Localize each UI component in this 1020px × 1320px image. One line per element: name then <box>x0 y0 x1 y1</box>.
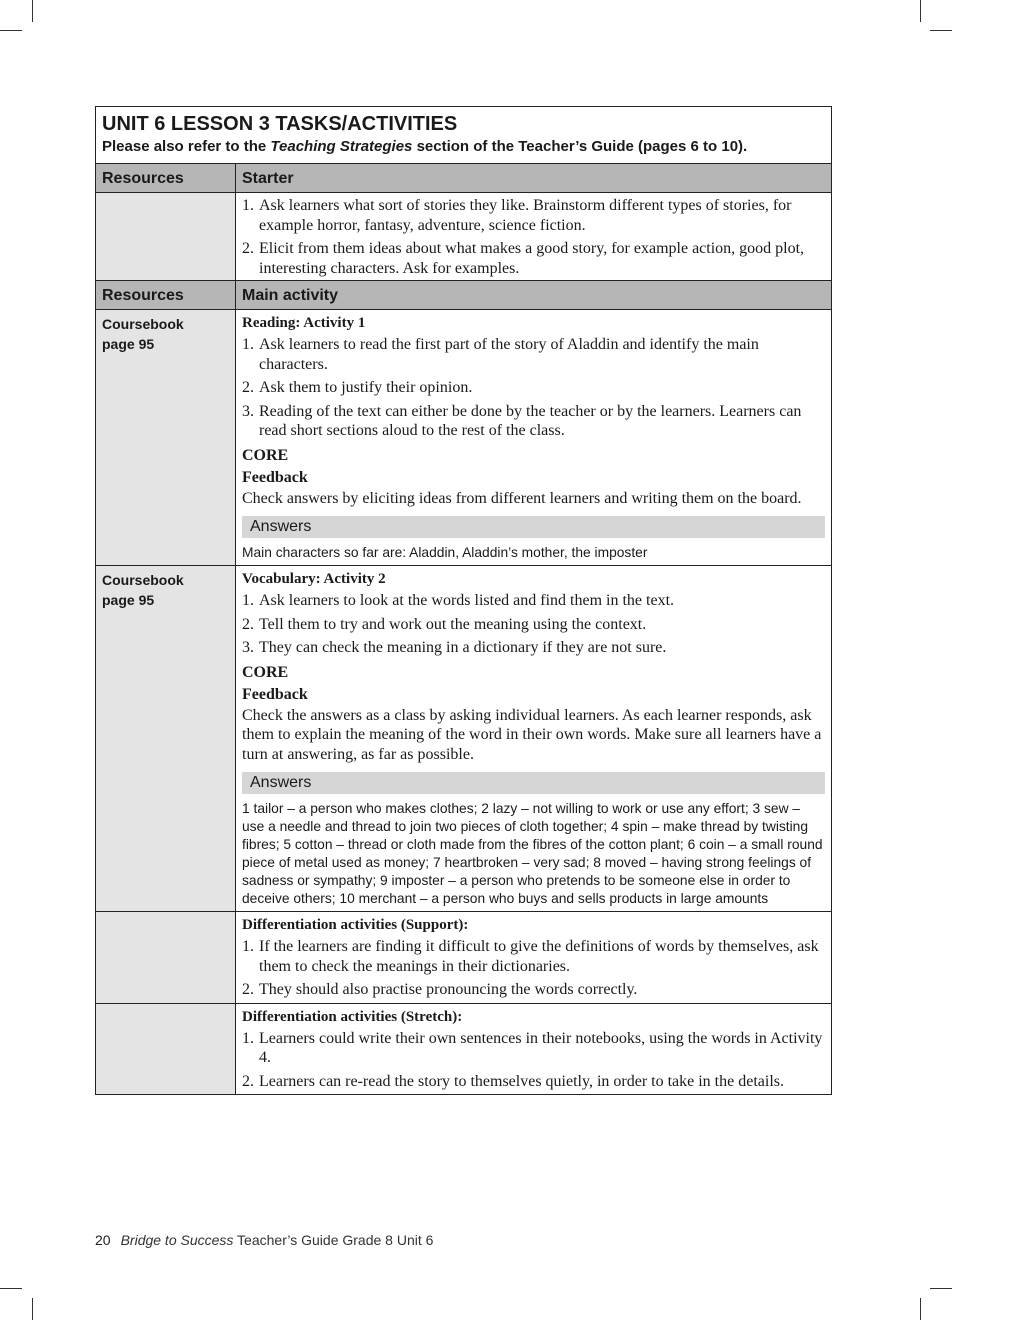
list-item <box>242 980 825 1000</box>
vocabulary-row <box>96 566 831 912</box>
support-content <box>236 912 831 1003</box>
answers-label: Answers <box>242 516 825 538</box>
resource-line: Coursebook <box>102 316 184 332</box>
crop-mark <box>930 30 952 31</box>
answers-text: 1 tailor – a person who makes clothes; 2 lazy – not willing to work or use any effort; 3 sew – use a needle and thread to join two pieces of cloth together; 4 spin – make thread by twisting fibres; 5 cotton – thread or cloth made from the fibres of the cotton plant; 6 coin – a small round piece of metal used as money; 7 heartbroken – very sad; 8 moved – having strong feelings of sadness or sympathy; 9 imposter – a person who pretends to be someone else in order to deceive others; 10 merchant – a person who buys and sells products in large amounts <box>242 801 823 906</box>
resources-header: Resources <box>96 164 236 192</box>
vocabulary-list <box>242 591 825 658</box>
crop-mark <box>920 0 921 22</box>
support-row <box>96 912 831 1004</box>
stretch-title: Differentiation activities (Stretch): <box>242 1008 463 1025</box>
crop-mark <box>0 1288 22 1289</box>
item-number: 1. <box>242 197 254 214</box>
item-text: If the learners are finding it difficult to give the definitions of words by themselves, ask them to check the meanings in their dictionaries. <box>259 938 819 975</box>
series-title: Bridge to Success <box>120 1232 234 1248</box>
crop-mark <box>32 0 33 22</box>
item-text: They can check the meaning in a dictionary if they are not sure. <box>259 639 667 656</box>
item-number: 2. <box>242 981 254 998</box>
item-text: They should also practise pronouncing the words correctly. <box>259 981 638 998</box>
crop-mark <box>930 1288 952 1289</box>
support-title: Differentiation activities (Support): <box>242 917 469 933</box>
main-header-row <box>96 281 831 310</box>
list-item <box>242 615 825 635</box>
answers-text: Main characters so far are: Aladdin, Aladdin’s mother, the imposter <box>242 545 648 560</box>
answers-label: Answers <box>242 772 825 794</box>
stretch-row <box>96 1004 831 1095</box>
subtitle-text-end: section of the Teacher’s Guide (pages 6 to 10). <box>412 138 748 155</box>
resources-header: Resources <box>96 281 236 309</box>
item-text: Learners can re-read the story to themselves quietly, in order to take in the details. <box>259 1072 784 1090</box>
list-item <box>242 1072 825 1092</box>
starter-header: Starter <box>236 164 831 192</box>
list-item <box>242 402 825 441</box>
core-label: CORE <box>242 446 289 464</box>
starter-header-row <box>96 164 831 193</box>
stretch-content <box>236 1004 831 1095</box>
subtitle-text: Please also refer to the <box>102 138 271 155</box>
item-text: Ask learners to look at the words listed and find them in the text. <box>259 592 675 609</box>
feedback-label: Feedback <box>242 685 308 703</box>
resource-line: Coursebook <box>102 572 184 588</box>
item-text: Elicit from them ideas about what makes a good story, for example action, good plot, interesting characters. Ask for examples. <box>259 240 805 277</box>
list-item <box>242 196 825 235</box>
list-item <box>242 638 825 658</box>
item-text: Learners could write their own sentences in their notebooks, using the words in Activity 4. <box>259 1029 823 1066</box>
item-number: 1. <box>242 938 254 955</box>
item-number: 1. <box>242 336 254 353</box>
title-block <box>96 107 831 164</box>
list-item <box>242 335 825 374</box>
vocabulary-content <box>236 566 831 911</box>
reading-title: Reading: Activity 1 <box>242 315 366 331</box>
vocabulary-title: Vocabulary: Activity 2 <box>242 571 386 587</box>
list-item <box>242 1029 825 1068</box>
page-title: UNIT 6 LESSON 3 TASKS/ACTIVITIES <box>102 113 458 135</box>
vocabulary-resources <box>96 566 236 911</box>
list-item <box>242 378 825 398</box>
item-text: Reading of the text can either be done by the teacher or by the learners. Learners can read short sections aloud to the rest of the class. <box>259 402 802 439</box>
feedback-text: Check the answers as a class by asking individual learners. As each learner responds, ask them to explain the meaning of the word in their own words. Make sure all learners have a turn at answering, as far as possible. <box>242 706 822 763</box>
page-subtitle <box>102 137 825 157</box>
item-number: 1. <box>242 592 254 609</box>
item-number: 2. <box>242 379 254 396</box>
page-footer <box>95 1232 433 1248</box>
starter-content <box>236 193 831 280</box>
crop-mark <box>0 30 22 31</box>
core-label: CORE <box>242 663 289 681</box>
reading-content <box>236 310 831 565</box>
resources-cell <box>96 193 236 280</box>
crop-mark <box>32 1298 33 1320</box>
item-number: 3. <box>242 639 254 656</box>
list-item <box>242 591 825 611</box>
page-number: 20 <box>95 1232 111 1248</box>
item-number: 1. <box>242 1029 254 1047</box>
list-item <box>242 937 825 976</box>
subtitle-italic: Teaching Strategies <box>270 138 413 155</box>
lesson-table <box>95 106 832 1095</box>
resources-cell <box>96 1004 236 1095</box>
reading-resources <box>96 310 236 565</box>
item-text: Tell them to try and work out the meaning using the context. <box>259 615 647 633</box>
item-number: 2. <box>242 615 254 633</box>
reading-row <box>96 310 831 566</box>
item-text: Ask them to justify their opinion. <box>259 379 473 396</box>
resource-line: page 95 <box>102 336 155 352</box>
crop-mark <box>920 1298 921 1320</box>
reading-list <box>242 335 825 441</box>
starter-list <box>242 196 825 278</box>
footer-text: Teacher’s Guide Grade 8 Unit 6 <box>233 1232 434 1248</box>
item-number: 2. <box>242 1072 254 1090</box>
feedback-label: Feedback <box>242 468 308 486</box>
item-text: Ask learners what sort of stories they like. Brainstorm different types of stories, for example horror, fantasy, adventure, science fiction. <box>259 197 792 234</box>
item-number: 2. <box>242 240 254 257</box>
support-list <box>242 937 825 1000</box>
resource-line: page 95 <box>102 592 155 608</box>
resources-cell <box>96 912 236 1003</box>
main-activity-header: Main activity <box>236 281 831 309</box>
feedback-text: Check answers by eliciting ideas from different learners and writing them on the board. <box>242 489 802 507</box>
starter-row <box>96 193 831 281</box>
item-number: 3. <box>242 402 254 420</box>
item-text: Ask learners to read the first part of the story of Aladdin and identify the main characters. <box>259 336 759 373</box>
list-item <box>242 239 825 278</box>
stretch-list <box>242 1029 825 1092</box>
